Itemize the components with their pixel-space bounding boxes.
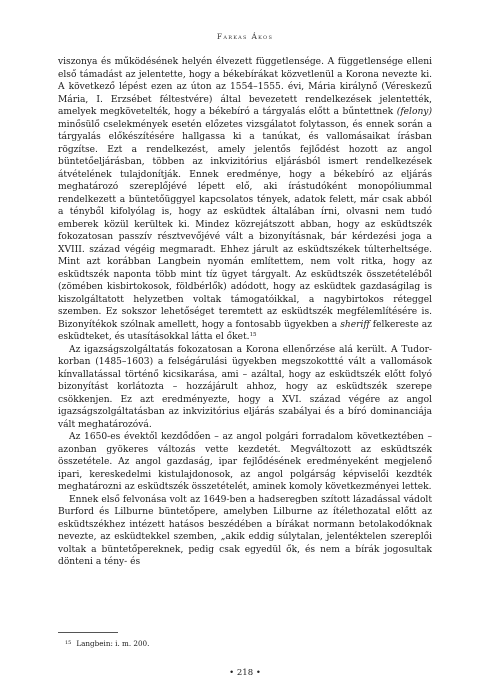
page-number: • 218 • (229, 668, 261, 678)
text-run: viszonya és működésének helyén élvezett függetlensége. A függetlensége elleni első támadást az jelentette, hogy a békebírákat közvetlenül a Korona nevezte ki. A következő lépést ezen az úton az 1554–1555. évi, Mária királynő (Véreskezű Mária, I. Erzsébet féltestvére) által bevezetett rendelkezések jelentették, amelyek megkövetelték, hogy a békebíró a tárgyalás előtt a bűntettnek (58, 57, 432, 117)
text-run: felkereste az esküdteket, és utasításokkal látta el őket. (58, 319, 432, 342)
book-page (58, 0, 432, 694)
footnote-text: Langbein: i. m. 200. (76, 639, 150, 648)
footnote-reference: 15 (249, 332, 257, 338)
footnote-rule (58, 632, 118, 633)
paragraph-1 (58, 56, 432, 344)
text-run: Az 1650-es évektől kezdődően – az angol polgári forradalom következtében – azonban gyökeres változás vette kezdetét. Megváltozott az esküdtszék összetétele. Az angol gazdaság, ipar fejlődésének eredményeként megjelenő ipari, kereskedelmi kistulajdonosok, az angol polgárság képviselői kezdték meghatározni az esküdtszék összetételét, aminek komoly következményei lettek. (58, 432, 432, 492)
paragraph-4 (58, 494, 432, 569)
italic-term: (felony) (396, 107, 432, 117)
paragraph-2 (58, 344, 432, 432)
footnote-number: 15 (65, 640, 72, 646)
text-run: minősülő cselekmények esetén előzetes vizsgálatot folytasson, és ennek során a tárgyalás előkészítésére hallgassa ki a tanúkat, és vallomásaikat írásban rögzítse. Ezt a rendelkezést, amely jelentős fejlődést hozott az angol büntetőeljárásban, többen az inkvizitórius eljárásból ismert rendelkezések átvételének tulajdonítják. Ennek eredménye, hogy a békebíró az eljárás meghatározó szereplőjévé lépett elő, aki írástudóként monopóliummal rendelkezett a büntetőüggyel kapcsolatos tények, adatok felett, már csak abból a tényből kifolyólag is, hogy az esküdtek általában írni, olvasni nem tudó emberek közül kerültek ki. Mindez közrejátszott abban, hogy az esküdtszék fokozatosan passzív résztvevőjévé vált a bizonyításnak, bár kérdezési joga a XVIII. század végéig megmaradt. Ehhez járult az esküdtszékek túlterheltsége. Mint azt korábban Langbein nyomán említettem, nem volt ritka, hogy az esküdtszék naponta több mint tíz ügyet tárgyalt. Az esküdtszék összetételéből (zömében kisbirtokosok, földbérlők) adódott, hogy az esküdtek gazdaságilag is kiszolgáltatott helyzetben voltak támogatóikkal, a nagybirtokos réteggel szemben. Ez sokszor lehetőséget teremtett az esküdtszék megfélemlítésére is. Bizonyítékok szólnak amellett, hogy a fontosabb ügyekben a (58, 119, 432, 330)
running-head: Farkas Ákos (216, 32, 274, 41)
italic-term: sheriff (340, 319, 370, 330)
body-text (58, 56, 432, 569)
text-run: Az igazságszolgáltatás fokozatosan a Korona ellenőrzése alá került. A Tudor-korban (1485–1603) a felségárulási ügyekben megszokottté vált a vallomások kínvallatással történő kicsikarása, ami – azáltal, hogy az esküdtszék előtt folyó bizonyítást korlátozta – hozzájárult ahhoz, hogy az esküdtszék szerepe csökkenjen. Ez azt eredményezte, hogy a XVI. század végére az angol igazságszolgáltatásban az inkvizitórius eljárás szabályai és a bíró dominanciája vált meghatározóvá. (58, 344, 432, 430)
text-run: Ennek első felvonása volt az 1649-ben a hadseregben szított lázadással vádolt Burford és Lilburne büntetőpere, amelyben Lilburne az ítélethozatal előtt az esküdtszékhez intézett hatásos beszédében a bírákat normann betolakodóknak nevezte, az esküdtekkel szemben, „akik eddig súlytalan, jelentéktelen szereplői voltak a büntetőpereknek, pedig csak egyedül ők, és nem a bírák jogosultak dönteni a tény- és (58, 494, 432, 567)
footnote (65, 638, 149, 649)
paragraph-3 (58, 431, 432, 494)
